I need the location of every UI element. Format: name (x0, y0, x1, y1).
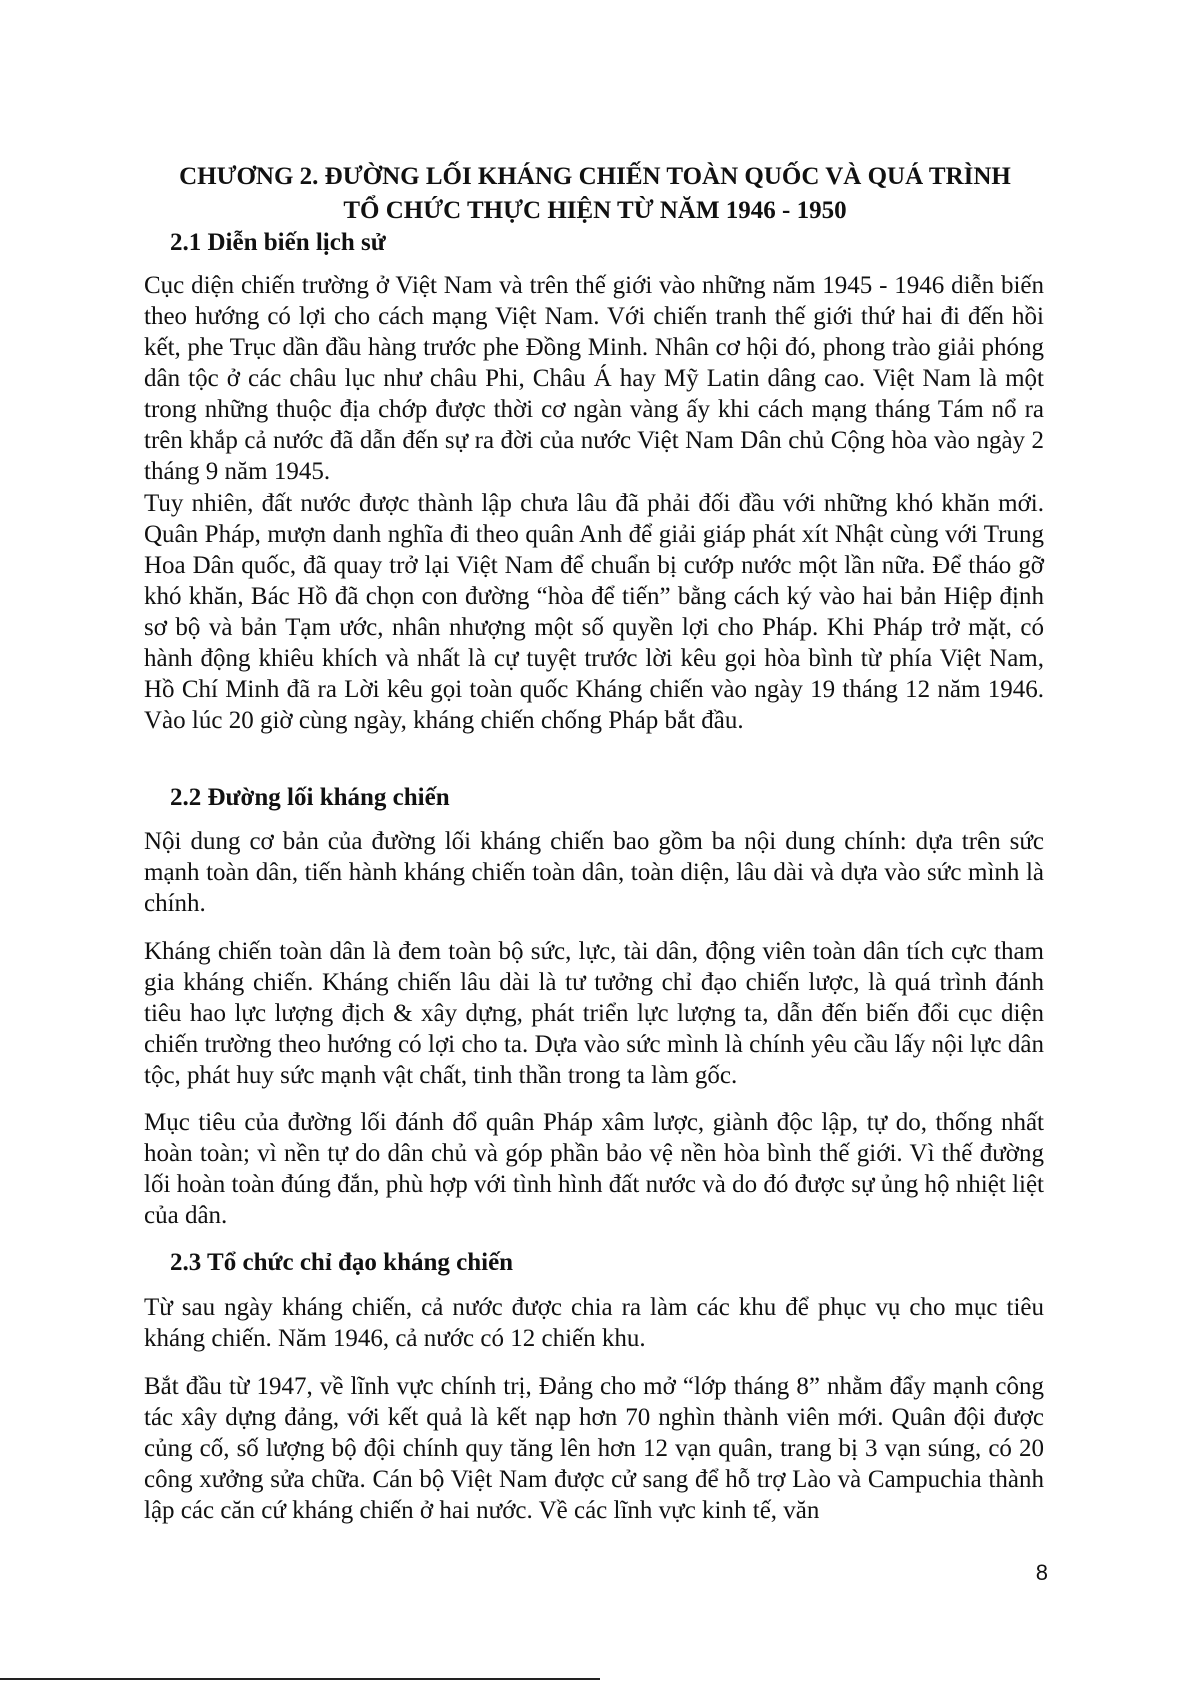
section-heading-2-2: 2.2 Đường lối kháng chiến (170, 784, 450, 811)
chapter-title (140, 160, 1050, 228)
section-heading-2-3: 2.3 Tổ chức chỉ đạo kháng chiến (170, 1249, 514, 1276)
paragraph-2-1-b: Tuy nhiên, đất nước được thành lập chưa lâu đã phải đối đầu với những khó khăn mới. Quân Pháp, mượn danh nghĩa đi theo quân Anh để giải giáp phát xít Nhật cùng với Trung Hoa Dân quốc, đã quay trở lại Việt Nam để chuẩn bị cướp nước một lần nữa. Để tháo gỡ khó khăn, Bác Hồ đã chọn con đường “hòa để tiến” bằng cách ký vào hai bản Hiệp định sơ bộ và bản Tạm ước, nhân nhượng một số quyền lợi cho Pháp. Khi Pháp trở mặt, có hành động khiêu khích và nhất là cự tuyệt trước lời kêu gọi hòa bình từ phía Việt Nam, Hồ Chí Minh đã ra Lời kêu gọi toàn quốc Kháng chiến vào ngày 19 tháng 12 năm 1946. Vào lúc 20 giờ cùng ngày, kháng chiến chống Pháp bắt đầu. (144, 490, 1044, 734)
paragraph-2-3-b: Bắt đầu từ 1947, về lĩnh vực chính trị, Đảng cho mở “lớp tháng 8” nhằm đẩy mạnh công tác xây dựng đảng, với kết quả là kết nạp hơn 70 nghìn thành viên mới. Quân đội được củng cố, số lượng bộ đội chính quy tăng lên hơn 12 vạn quân, trang bị 3 vạn súng, có 20 công xưởng sửa chữa. Cán bộ Việt Nam được cử sang để hỗ trợ Lào và Campuchia thành lập các căn cứ kháng chiến ở hai nước. Về các lĩnh vực kinh tế, văn (144, 1373, 1044, 1524)
paragraph-2-2-a: Nội dung cơ bản của đường lối kháng chiến bao gồm ba nội dung chính: dựa trên sức mạnh toàn dân, tiến hành kháng chiến toàn dân, toàn diện, lâu dài và dựa vào sức mình là chính. (144, 828, 1044, 917)
page-number: 8 (1035, 1560, 1048, 1585)
paragraph-2-3-a: Từ sau ngày kháng chiến, cả nước được chia ra làm các khu để phục vụ cho mục tiêu kháng chiến. Năm 1946, cả nước có 12 chiến khu. (144, 1294, 1044, 1352)
chapter-title-line-1: CHƯƠNG 2. ĐƯỜNG LỐI KHÁNG CHIẾN TOÀN QUỐC VÀ QUÁ TRÌNH (179, 163, 1011, 190)
footer-divider (0, 1678, 600, 1680)
paragraph-2-2-c: Mục tiêu của đường lối đánh đổ quân Pháp xâm lược, giành độc lập, tự do, thống nhất hoàn toàn; vì nền tự do dân chủ và góp phần bảo vệ nền hòa bình thế giới. Vì thế đường lối hoàn toàn đúng đắn, phù hợp với tình hình đất nước và do đó được sự ủng hộ nhiệt liệt của dân. (144, 1109, 1044, 1229)
paragraph-2-1-a: Cục diện chiến trường ở Việt Nam và trên thế giới vào những năm 1945 - 1946 diễn biến theo hướng có lợi cho cách mạng Việt Nam. Với chiến tranh thế giới thứ hai đi đến hồi kết, phe Trục dần đầu hàng trước phe Đồng Minh. Nhân cơ hội đó, phong trào giải phóng dân tộc ở các châu lục như châu Phi, Châu Á hay Mỹ Latin dâng cao. Việt Nam là một trong những thuộc địa chớp được thời cơ ngàn vàng ấy khi cách mạng tháng Tám nổ ra trên khắp cả nước đã dẫn đến sự ra đời của nước Việt Nam Dân chủ Cộng hòa vào ngày 2 tháng 9 năm 1945. (144, 272, 1044, 485)
paragraph-2-2-b: Kháng chiến toàn dân là đem toàn bộ sức, lực, tài dân, động viên toàn dân tích cực tham gia kháng chiến. Kháng chiến lâu dài là tư tưởng chỉ đạo chiến lược, là quá trình đánh tiêu hao lực lượng địch & xây dựng, phát triển lực lượng ta, dẫn đến biến đổi cục diện chiến trường theo hướng có lợi cho ta. Dựa vào sức mình là chính yêu cầu lấy nội lực dân tộc, phát huy sức mạnh vật chất, tinh thần trong ta làm gốc. (144, 938, 1044, 1089)
section-heading-2-1: 2.1 Diễn biến lịch sử (170, 229, 386, 256)
chapter-title-line-2: TỔ CHỨC THỰC HIỆN TỪ NĂM 1946 - 1950 (343, 197, 847, 224)
